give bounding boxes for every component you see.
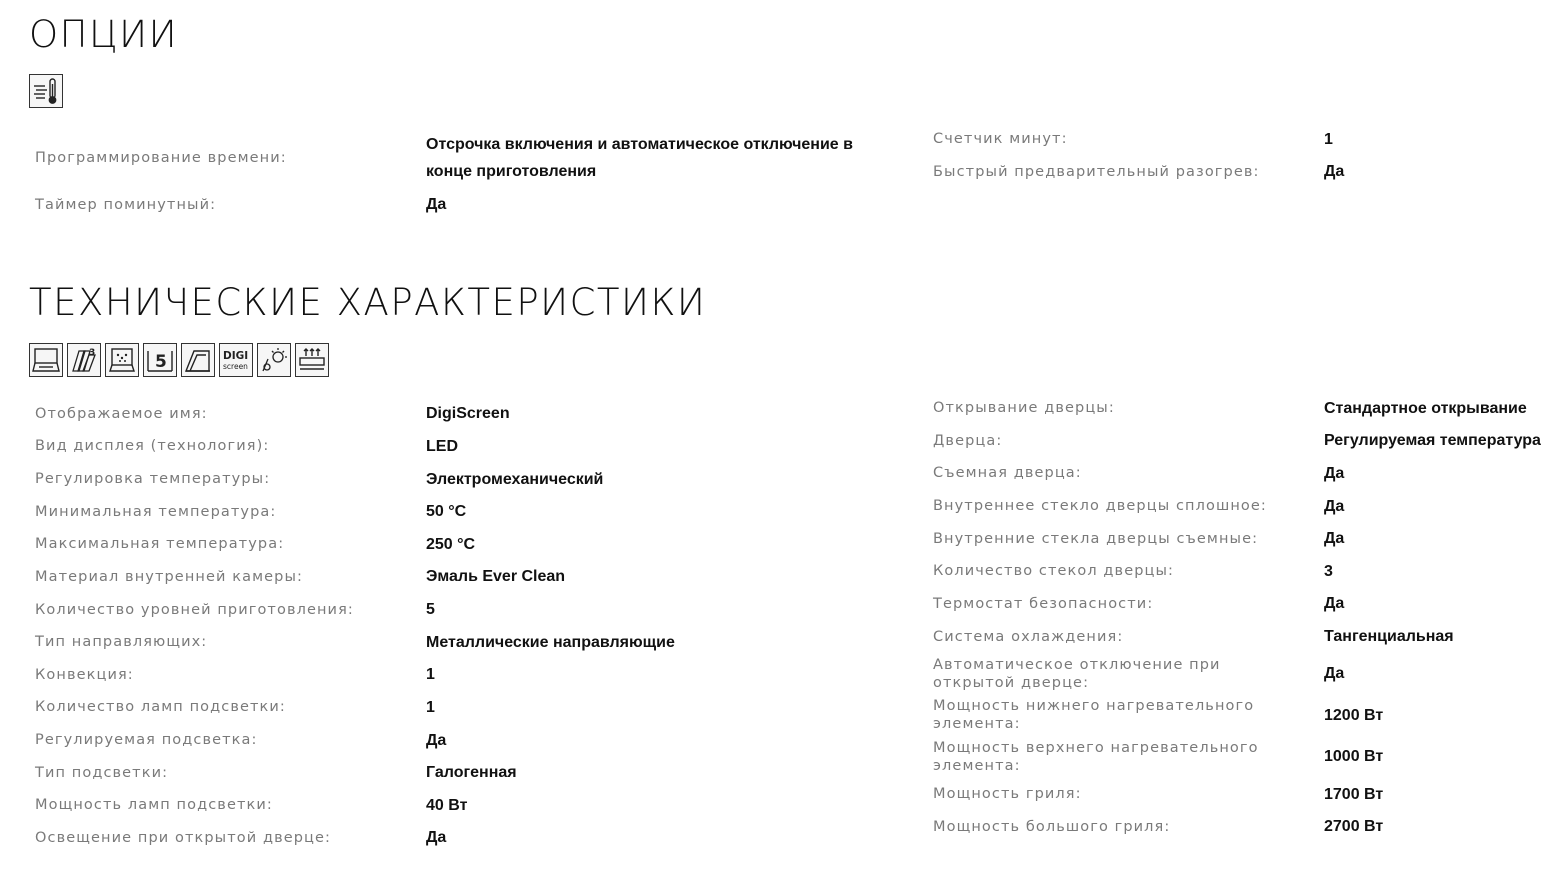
spec-value: Тангенциальная <box>1324 628 1454 645</box>
spec-value: Да <box>426 196 447 213</box>
spec-label: Мощность верхнего нагревательного <box>933 740 1259 756</box>
thermometer-fan-icon <box>29 74 63 108</box>
spec-value: 1200 Вт <box>1324 707 1384 724</box>
spec-value: LED <box>426 438 458 455</box>
spec-label: Мощность гриля: <box>933 786 1082 802</box>
spec-label: Регулировка температуры: <box>35 471 271 487</box>
spec-label: Счетчик минут: <box>933 131 1068 147</box>
spec-label: Таймер поминутный: <box>35 197 217 213</box>
spec-value: 3 <box>1324 563 1333 580</box>
spec-label: Дверца: <box>933 433 1003 449</box>
spec-value: 2700 Вт <box>1324 818 1384 835</box>
specs-title: ТЕХНИЧЕСКИЕ ХАРАКТЕРИСТИКИ <box>29 281 707 324</box>
spec-value: 1 <box>1324 131 1333 148</box>
triple-glass-door-icon <box>67 343 101 377</box>
halogen-lamp-icon <box>257 343 291 377</box>
spec-value: Электромеханический <box>426 471 604 488</box>
spec-label: Быстрый предварительный разогрев: <box>933 164 1260 180</box>
spec-value: 1000 Вт <box>1324 748 1384 765</box>
spec-value: Регулируемая температура <box>1324 432 1541 449</box>
oven-door-icon <box>29 343 63 377</box>
spec-value: Да <box>1324 465 1345 482</box>
svg-text:DIGI: DIGI <box>223 350 249 362</box>
spec-label: Количество стекол дверцы: <box>933 563 1175 579</box>
spec-label: Тип подсветки: <box>35 765 169 781</box>
spec-label: Автоматическое отключение при <box>933 657 1221 673</box>
spec-label: Минимальная температура: <box>35 504 277 520</box>
spec-label: Программирование времени: <box>35 150 287 166</box>
spec-value: 1700 Вт <box>1324 786 1384 803</box>
spec-value: Да <box>1324 665 1345 682</box>
spec-label: Система охлаждения: <box>933 629 1124 645</box>
spec-value: 5 <box>426 601 435 618</box>
spec-value: Да <box>1324 163 1345 180</box>
spec-label: Термостат безопасности: <box>933 596 1154 612</box>
spec-value: Да <box>1324 595 1345 612</box>
spec-label-continued: элемента: <box>933 716 1021 732</box>
spec-value: Да <box>426 829 447 846</box>
spec-value: 40 Вт <box>426 797 468 814</box>
spec-value: Да <box>1324 530 1345 547</box>
spec-label: Открывание дверцы: <box>933 400 1115 416</box>
spec-label: Тип направляющих: <box>35 634 208 650</box>
svg-text:screen: screen <box>223 362 248 371</box>
options-title: ОПЦИИ <box>29 13 179 56</box>
spec-value: Да <box>426 732 447 749</box>
spec-label: Отображаемое имя: <box>35 406 208 422</box>
spec-label: Вид дисплея (технология): <box>35 438 270 454</box>
spec-label: Внутреннее стекло дверцы сплошное: <box>933 498 1267 514</box>
spec-value: Галогенная <box>426 764 517 781</box>
heating-element-icon <box>295 343 329 377</box>
spec-label: Количество ламп подсветки: <box>35 699 286 715</box>
spec-label-continued: элемента: <box>933 758 1021 774</box>
digiscreen-icon <box>219 343 253 377</box>
specs-icon-row <box>29 343 329 377</box>
spec-value: Отсрочка включения и автоматическое отключение в конце приготовления <box>426 136 853 180</box>
spec-value: 50 °C <box>426 503 467 520</box>
spec-value: 1 <box>426 666 435 683</box>
removable-door-icon <box>181 343 215 377</box>
enamel-cavity-icon <box>105 343 139 377</box>
svg-text:5: 5 <box>155 352 167 372</box>
spec-label: Съемная дверца: <box>933 465 1082 481</box>
spec-label: Регулируемая подсветка: <box>35 732 258 748</box>
spec-value: Эмаль Ever Clean <box>426 568 566 585</box>
spec-label: Мощность ламп подсветки: <box>35 797 273 813</box>
spec-label: Мощность большого гриля: <box>933 819 1171 835</box>
spec-value: 1 <box>426 699 435 716</box>
spec-value: 250 °C <box>426 536 476 553</box>
five-levels-icon <box>143 343 177 377</box>
spec-value: Да <box>1324 498 1345 515</box>
options-icon-row <box>29 74 63 108</box>
spec-value: Стандартное открывание <box>1324 400 1527 417</box>
spec-label: Количество уровней приготовления: <box>35 602 354 618</box>
spec-label: Освещение при открытой дверце: <box>35 830 332 846</box>
spec-value: DigiScreen <box>426 405 510 422</box>
svg-text:3: 3 <box>89 348 96 358</box>
spec-label: Материал внутренней камеры: <box>35 569 303 585</box>
spec-label-continued: открытой дверце: <box>933 675 1090 691</box>
spec-label: Конвекция: <box>35 667 134 683</box>
spec-label: Внутренние стекла дверцы съемные: <box>933 531 1259 547</box>
spec-value: Металлические направляющие <box>426 634 675 651</box>
spec-label: Максимальная температура: <box>35 536 285 552</box>
spec-label: Мощность нижнего нагревательного <box>933 698 1255 714</box>
